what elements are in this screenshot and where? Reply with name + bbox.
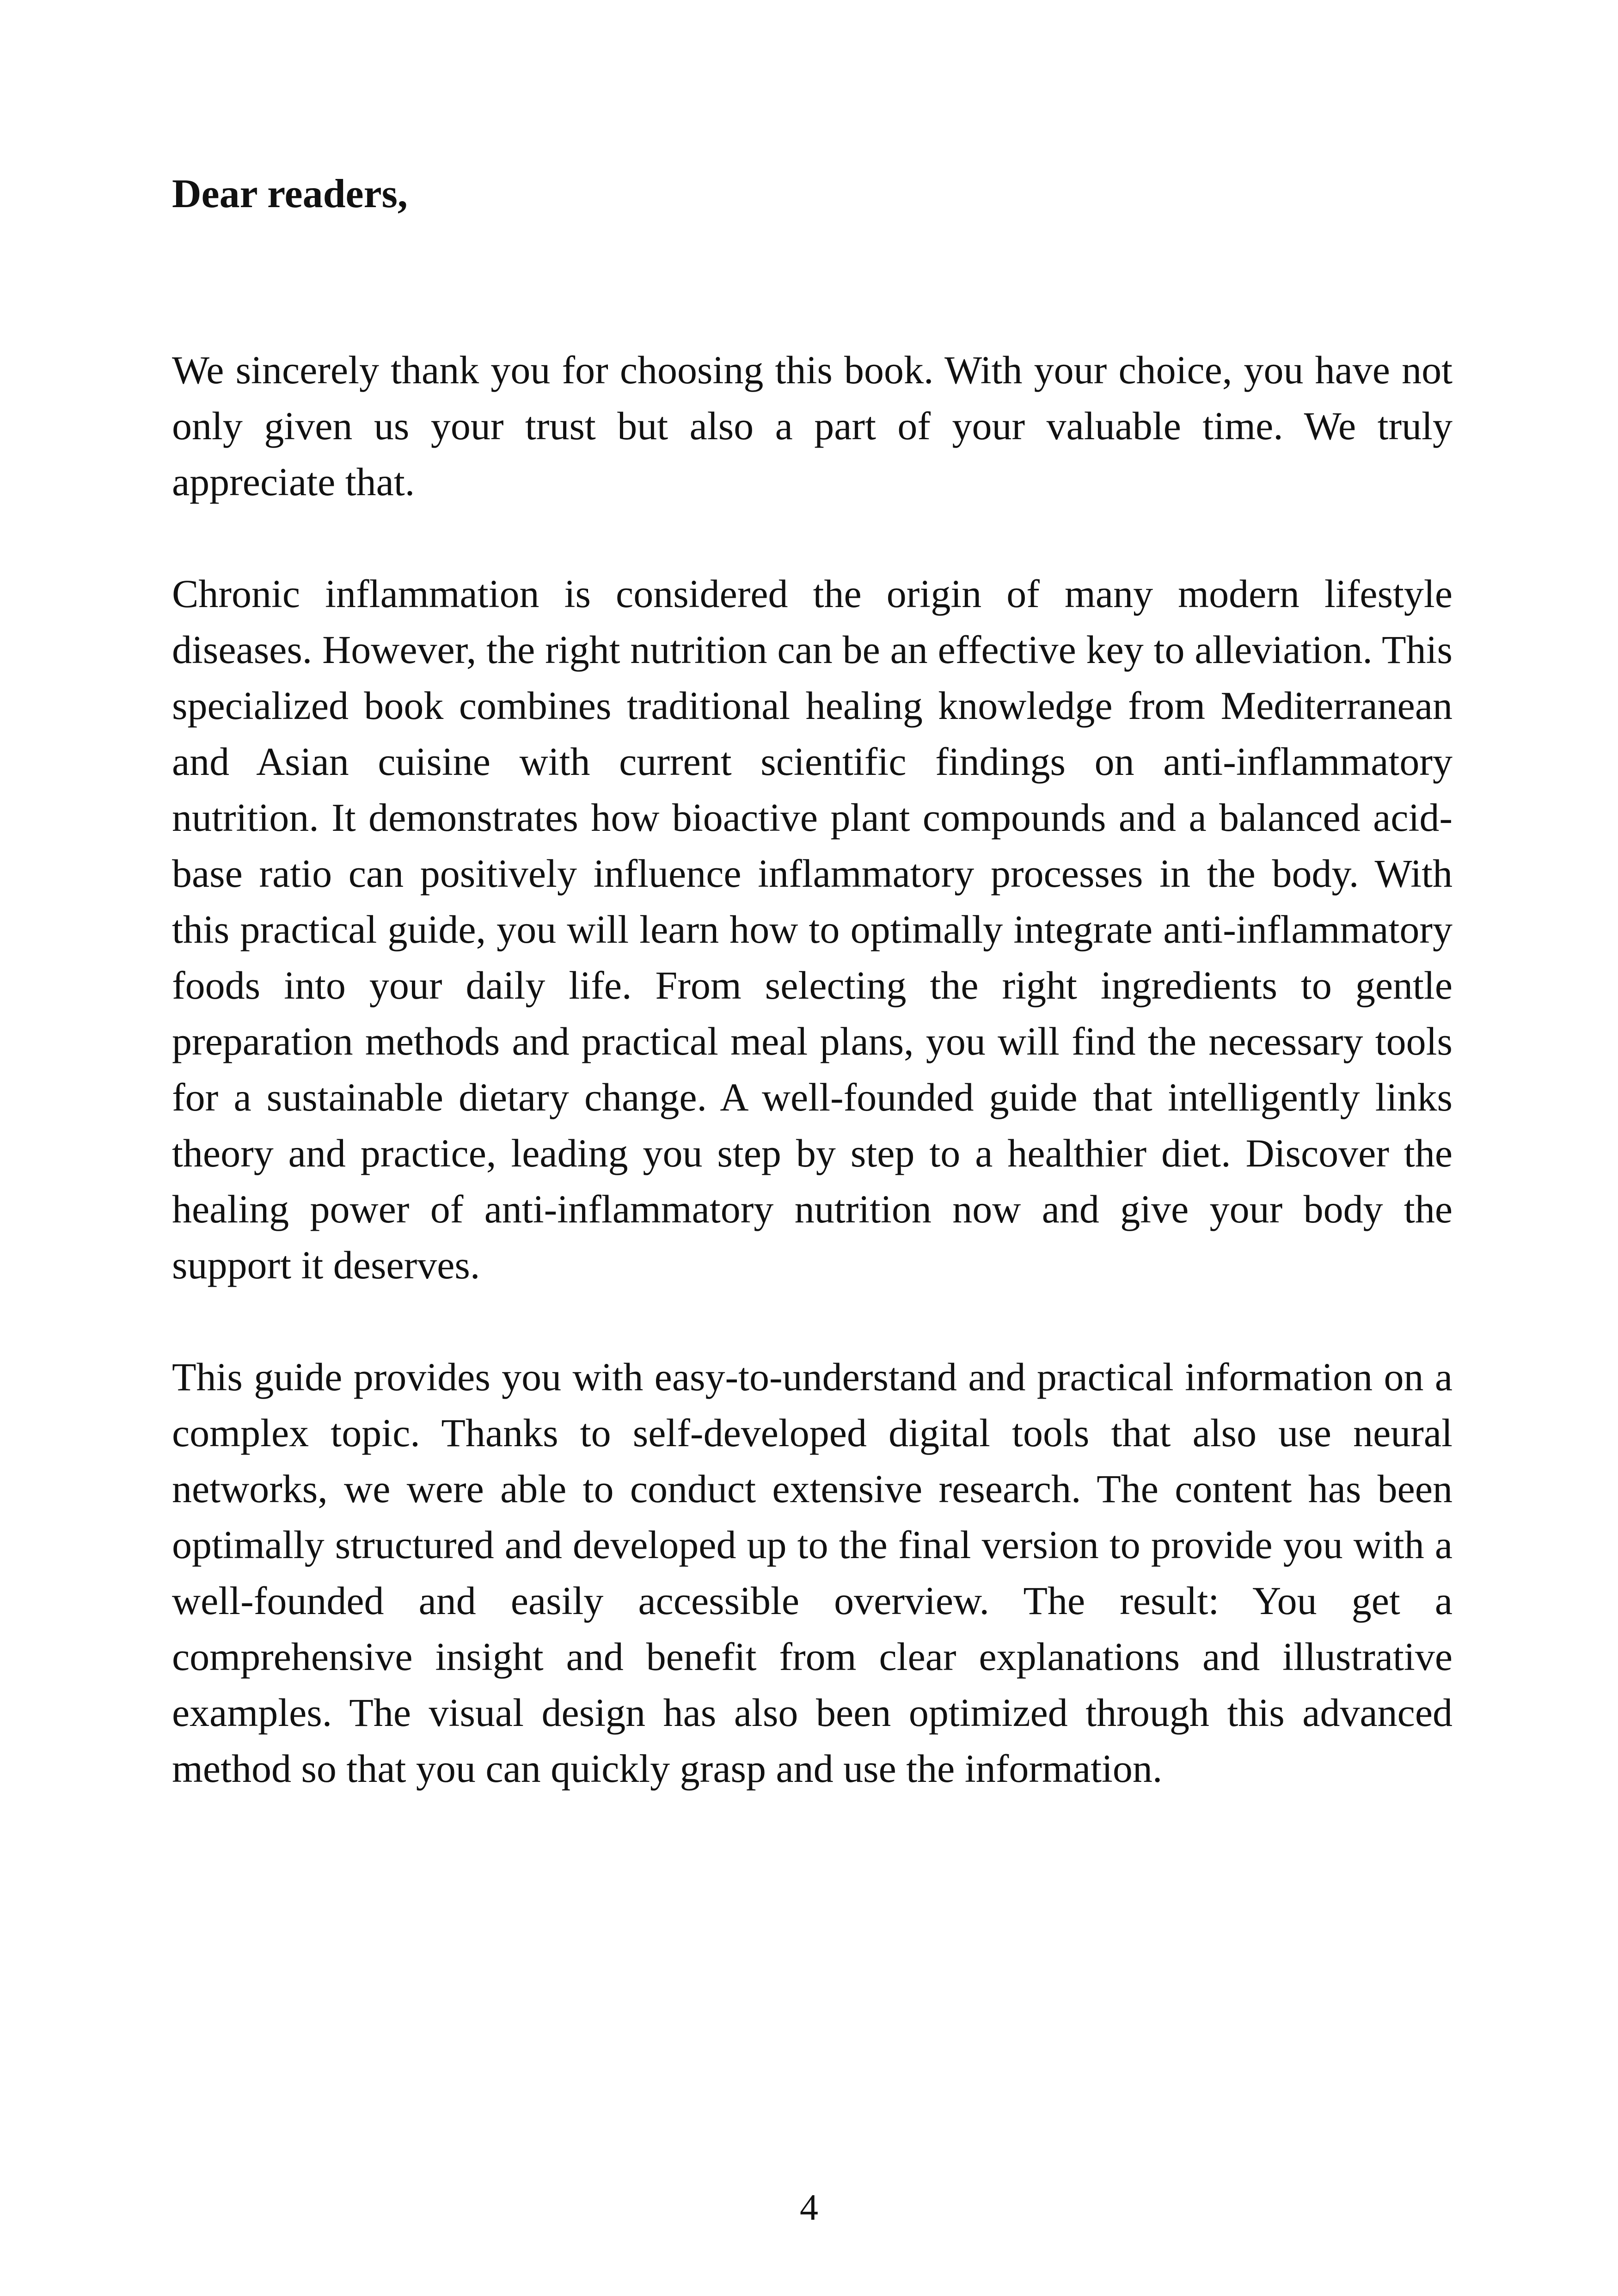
- paragraph-book-description: Chronic inflammation is considered the origin of many modern lifestyle diseases. However, the right nutrition can be an effective key to alleviation. This specialized book combines traditional healing knowledge from Mediterranean and Asian cuisine with current scientific findings on anti-inflammatory nutrition. It demonstrates how bioactive plant compounds and a balanced acid-base ratio can positively influence inflammatory processes in the body. With this practical guide, you will learn how to optimally integrate anti-inflammatory foods into your daily life. From selecting the right ingredients to gentle preparation methods and practical meal plans, you will find the necessary tools for a sustainable dietary change. A well-founded guide that intelligently links theory and practice, leading you step by step to a healthier diet. Discover the healing power of anti-inflammatory nutrition now and give your body the support it deserves.: [172, 571, 1453, 1287]
- letter-body: [172, 166, 1453, 1797]
- page-number: 4: [800, 2187, 818, 2228]
- paragraph-guide-research: This guide provides you with easy-to-understand and practical information on a complex topic. Thanks to self-developed digital tools that also use neural networks, we were able to conduct extensive research. The content has been optimally structured and developed up to the final version to provide you with a well-founded and easily accessible overview. The result: You get a comprehensive insight and benefit from clear explanations and illustrative examples. The visual design has also been optimized through this advanced method so that you can quickly grasp and use the information.: [172, 1355, 1453, 1791]
- paragraph-thanks: We sincerely thank you for choosing this book. With your choice, you have not only given us your trust but also a part of your valuable time. We truly appreciate that.: [172, 348, 1453, 504]
- salutation: Dear readers,: [172, 172, 408, 216]
